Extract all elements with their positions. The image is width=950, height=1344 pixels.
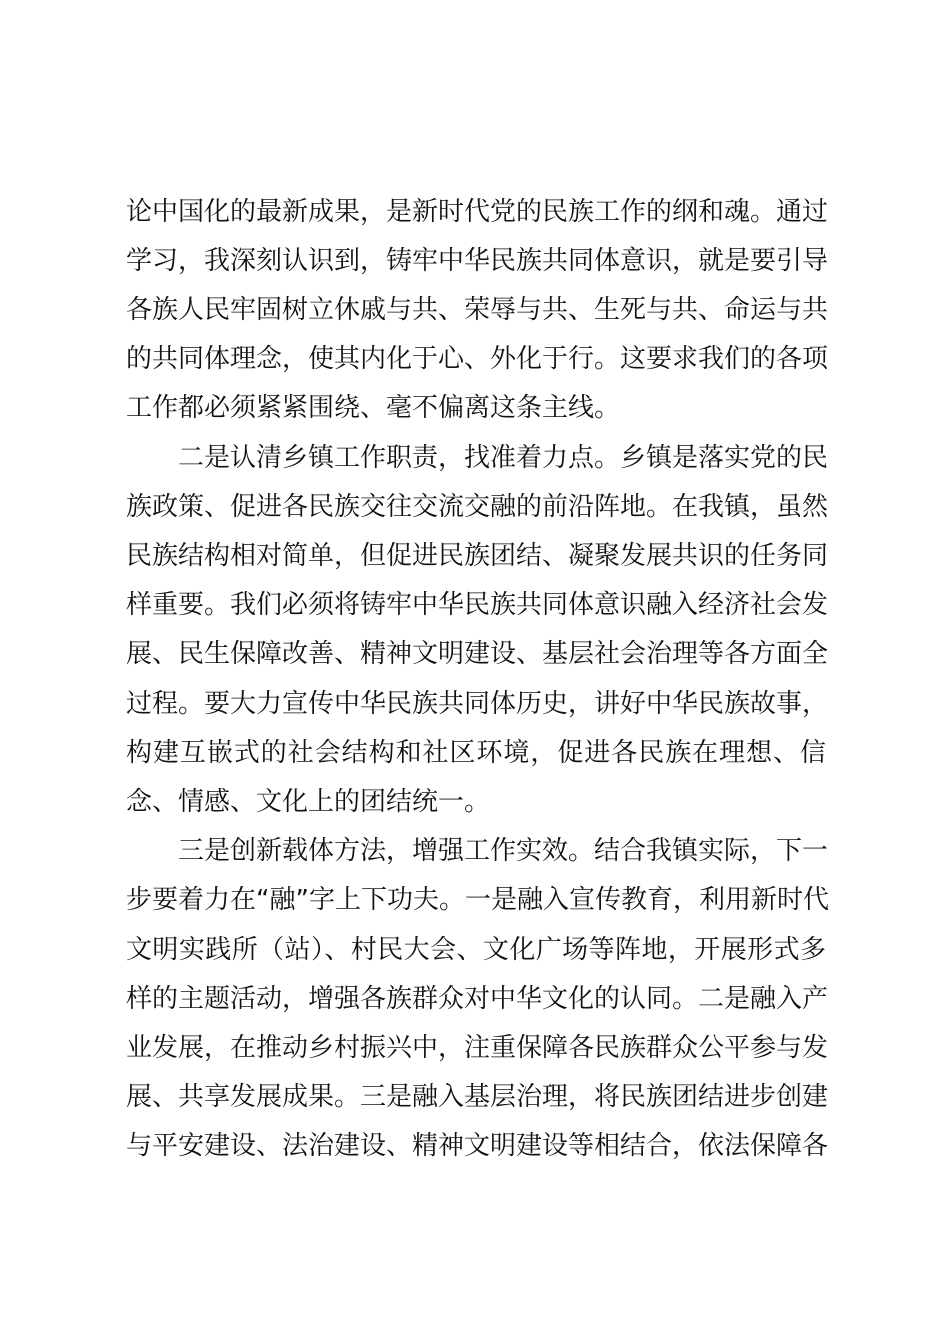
body-text-line: 各族人民牢固树立休戚与共、荣辱与共、生死与共、命运与共: [126, 295, 829, 325]
body-text-line: 学习，我深刻认识到，铸牢中华民族共同体意识，就是要引导: [126, 246, 829, 276]
body-text-line: 构建互嵌式的社会结构和社区环境，促进各民族在理想、信: [126, 738, 826, 768]
body-text-line: 念、情感、文化上的团结统一。: [126, 787, 491, 817]
body-text-line: 民族结构相对简单，但促进民族团结、凝聚发展共识的任务同: [126, 541, 829, 571]
paragraph-start-line: 二是认清乡镇工作职责，找准着力点。乡镇是落实党的民: [126, 443, 829, 473]
body-text-line: 族政策、促进各民族交往交流交融的前沿阵地。在我镇，虽然: [126, 492, 829, 522]
body-text-line: 与平安建设、法治建设、精神文明建设等相结合，依法保障各: [126, 1131, 829, 1161]
body-text-line: 工作都必须紧紧围绕、毫不偏离这条主线。: [126, 393, 621, 423]
body-text-line: 论中国化的最新成果，是新时代党的民族工作的纲和魂。通过: [126, 197, 829, 227]
body-text-line: 的共同体理念，使其内化于心、外化于行。这要求我们的各项: [126, 344, 829, 374]
body-text-line: 业发展，在推动乡村振兴中，注重保障各民族群众公平参与发: [126, 1033, 829, 1063]
body-text-line: 展、共享发展成果。三是融入基层治理，将民族团结进步创建: [126, 1082, 829, 1112]
body-text-line: 文明实践所（站）、村民大会、文化广场等阵地，开展形式多: [126, 935, 826, 965]
body-text-line: 展、民生保障改善、精神文明建设、基层社会治理等各方面全: [126, 639, 829, 669]
paragraph-start-line: 三是创新载体方法，增强工作实效。结合我镇实际，下一: [126, 836, 829, 866]
body-text-line: 样重要。我们必须将铸牢中华民族共同体意识融入经济社会发: [126, 590, 829, 620]
body-text-line: 过程。要大力宣传中华民族共同体历史，讲好中华民族故事，: [126, 689, 829, 719]
body-text-line: 样的主题活动，增强各族群众对中华文化的认同。二是融入产: [126, 984, 829, 1014]
body-text-line: 步要着力在“融”字上下功夫。一是融入宣传教育，利用新时代: [126, 885, 829, 915]
